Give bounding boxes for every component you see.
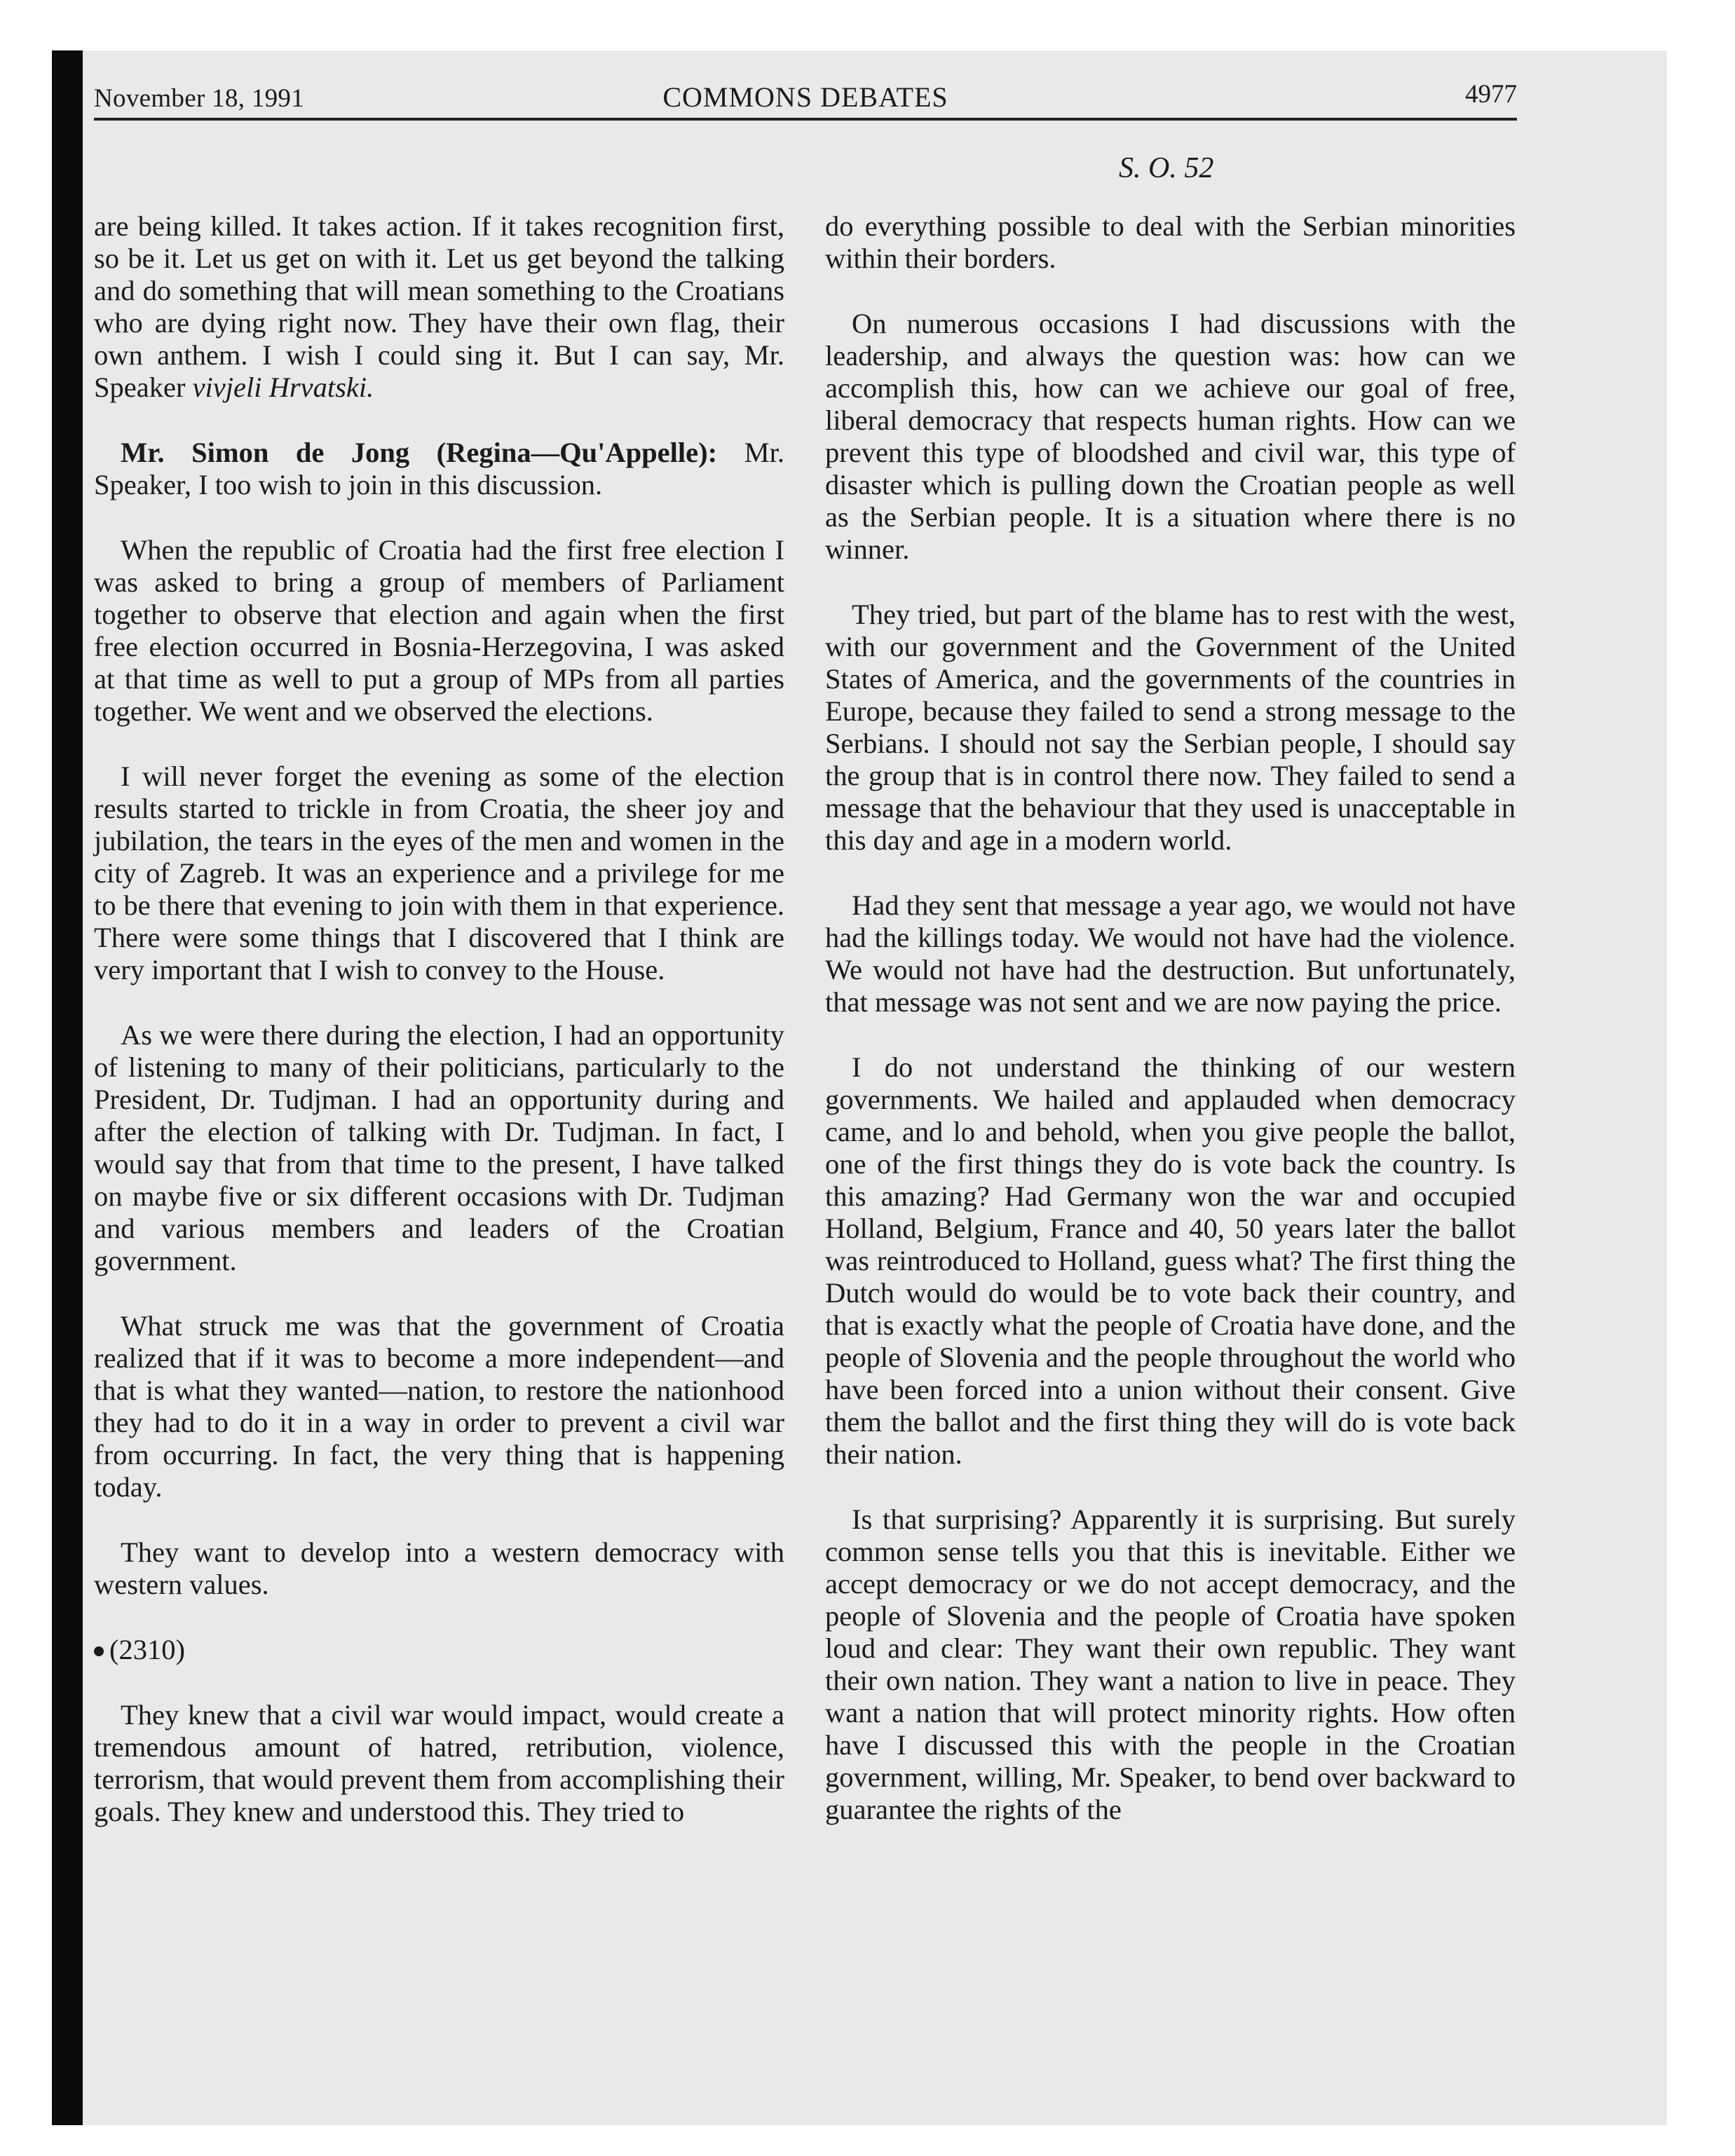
header-title: COMMONS DEBATES xyxy=(662,81,948,113)
paragraph xyxy=(94,437,784,501)
paragraph: They knew that a civil war would impact, would create a tremendous amount of hatred, retribution, violence, terrorism, that would prevent them from accomplishing their goals. They knew and understood this. They tried to xyxy=(94,1699,784,1827)
paragraph-text: Mr. Speaker, I too wish to join in this discussion. xyxy=(94,437,785,500)
paragraph: They tried, but part of the blame has to rest with the west, with our government and the Government of the United States of America, and the governments of the countries in Europe, because they failed to send a strong message to the Serbians. I should not say the Serbian people, I should say the group that is in control there now. They failed to send a message that the behaviour that they used is unacceptable in this day and age in a modern world. xyxy=(825,599,1516,856)
section-mark: S. O. 52 xyxy=(1119,152,1214,184)
italic-phrase: vivjeli Hrvatski. xyxy=(192,371,374,403)
paragraph: What struck me was that the government of Croatia realized that if it was to become a more independent—and that is what they wanted—nation, to restore the nationhood they had to do it in a way in order to prevent a civil war from occurring. In fact, the very thing that is happening today. xyxy=(94,1310,784,1503)
paragraph: They want to develop into a western democracy with western values. xyxy=(94,1536,784,1600)
paragraph xyxy=(94,210,784,404)
header-date: November 18, 1991 xyxy=(94,84,305,113)
paragraph-text: are being killed. It takes action. If it takes recognition first, so be it. Let us get on with it. Let us get beyond the talking and do something that will mean something to the Croatians who are dying right now. They have their own flag, their own anthem. I wish I could sing it. But I can say, Mr. Speaker xyxy=(94,210,784,403)
paragraph: Is that surprising? Apparently it is surprising. But surely common sense tells you that this is inevitable. Either we accept democracy or we do not accept democracy, and the people of Slovenia and the people of Croatia have spoken loud and clear: They want their own republic. They want their own nation. They want a nation to live in peace. They want a nation that will protect minority rights. How often have I discussed this with the people in the Croatian government, willing, Mr. Speaker, to bend over backward to guarantee the rights of the xyxy=(825,1503,1516,1825)
left-column xyxy=(94,210,784,1861)
bullet-icon xyxy=(94,1646,104,1656)
paragraph: I do not understand the thinking of our western governments. We hailed and applauded when democracy came, and lo and behold, when you give people the ballot, one of the first things they do is vote back the country. Is this amazing? Had Germany won the war and occupied Holland, Belgium, France and 40, 50 years later the ballot was reintroduced to Holland, guess what? The first thing the Dutch would do would be to vote back their country, and that is exactly what the people of Croatia have done, and the people of Slovenia and the people throughout the world who have been forced into a union without their consent. Give them the ballot and the first thing they will do is vote back their nation. xyxy=(825,1051,1516,1470)
paragraph: When the republic of Croatia had the first free election I was asked to bring a group of members of Parliament together to observe that election and again when the first free election occurred in Bosnia-Herzegovina, I was asked at that time as well to put a group of MPs from all parties together. We went and we observed the elections. xyxy=(94,534,784,727)
paragraph: I will never forget the evening as some of the election results started to trickle in from Croatia, the sheer joy and jubilation, the tears in the eyes of the men and women in the city of Zagreb. It was an experience and a privilege for me to be there that evening to join with them in that experience. There were some things that I discovered that I think are very important that I wish to convey to the House. xyxy=(94,760,784,985)
time-marker-text: (2310) xyxy=(109,1634,185,1665)
paragraph: do everything possible to deal with the Serbian minorities within their borders. xyxy=(825,210,1516,274)
time-marker xyxy=(94,1634,784,1666)
paragraph: Had they sent that message a year ago, we would not have had the killings today. We would not have had the violence. We would not have had the destruction. But unfortunately, that message was not sent and we are now paying the price. xyxy=(825,889,1516,1018)
page-number: 4977 xyxy=(1465,80,1517,109)
right-column xyxy=(825,210,1516,1859)
paragraph: As we were there during the election, I had an opportunity of listening to many of their politicians, particularly to the President, Dr. Tudjman. I had an opportunity during and after the election of talking with Dr. Tudjman. In fact, I would say that from that time to the present, I have talked on maybe five or six different occasions with Dr. Tudjman and various members and leaders of the Croatian government. xyxy=(94,1019,784,1276)
speaker-name: Mr. Simon de Jong (Regina—Qu'Appelle): xyxy=(121,437,718,468)
binding-shadow xyxy=(52,50,83,2125)
running-header xyxy=(94,76,1517,121)
paragraph: On numerous occasions I had discussions with the leadership, and always the question was: how can we accomplish this, how can we achieve our goal of free, liberal democracy that respects human rights. How can we prevent this type of bloodshed and civil war, this type of disaster which is pulling down the Croatian people as well as the Serbian people. It is a situation where there is no winner. xyxy=(825,308,1516,565)
